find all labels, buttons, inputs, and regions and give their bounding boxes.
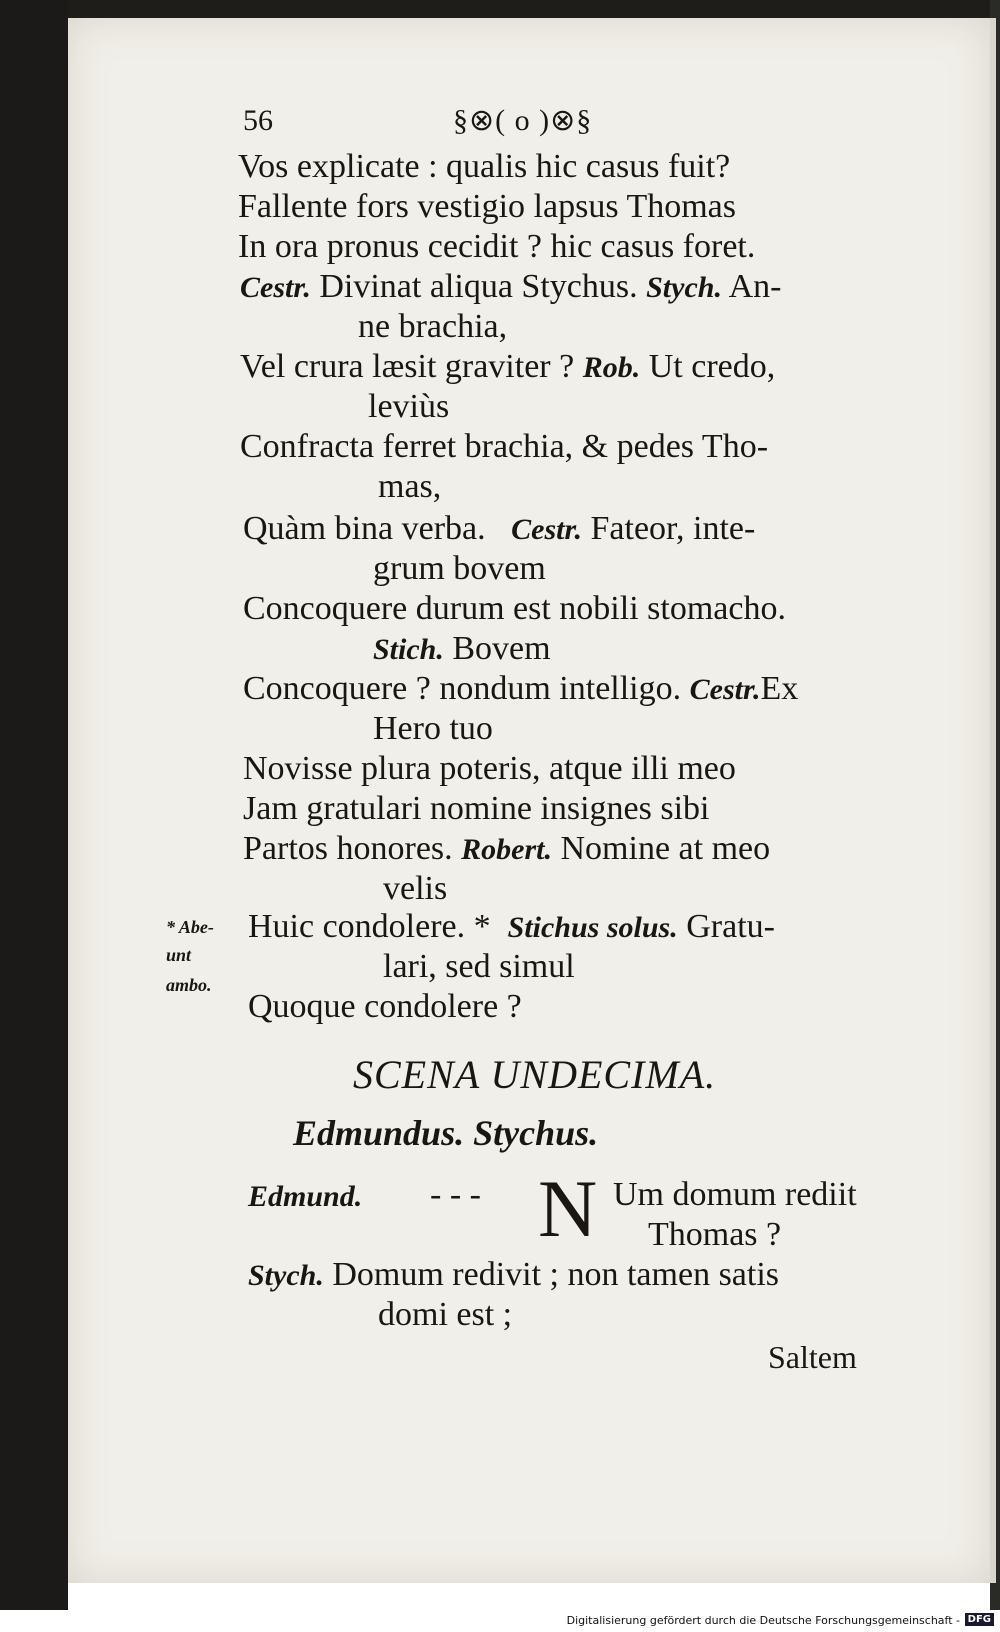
text-line <box>240 268 781 307</box>
speaker-label: Stych. <box>646 271 722 304</box>
line-text: Domum redivit ; non tamen satis <box>332 1256 780 1293</box>
line-text: Huic condolere. * <box>248 908 491 945</box>
text-line <box>248 908 775 947</box>
speaker-label: Robert. <box>461 833 552 866</box>
text-line <box>243 510 755 549</box>
dfg-logo: DFG <box>965 1613 994 1626</box>
text-line: Fallente fors vestigio lapsus Thomas <box>238 188 736 225</box>
text-line <box>243 670 798 709</box>
margin-note-line: ambo. <box>166 975 212 995</box>
speaker-label: Cestr. <box>511 513 582 546</box>
catchword: Saltem <box>768 1339 857 1375</box>
text-line: lari, sed simul <box>383 948 575 985</box>
line-text: Divinat aliqua Stychus. <box>319 268 638 305</box>
text-line <box>248 1256 779 1295</box>
line-text: Concoquere ? nondum intelligo. <box>243 670 682 707</box>
text-line: Hero tuo <box>373 710 493 747</box>
text-line <box>373 630 551 669</box>
line-text: Quàm bina verba. <box>243 510 486 547</box>
line-text: Ut credo, <box>648 348 776 385</box>
text-line: In ora pronus cecidit ? hic casus foret. <box>238 228 756 265</box>
speaker-label: Edmund. <box>248 1180 363 1213</box>
header-ornament: §⊗( o )⊗§ <box>453 104 593 137</box>
speaker-label: Rob. <box>582 351 641 384</box>
line-text: Ex <box>760 670 799 707</box>
text-line: Concoquere durum est nobili stomacho. <box>243 590 786 627</box>
text-line: Jam gratulari nomine insignes sibi <box>243 790 710 827</box>
speaker-label: Stych. <box>248 1259 324 1292</box>
text-line: leviùs <box>368 388 450 425</box>
dashes: - - - <box>430 1176 481 1213</box>
line-text: Fateor, inte- <box>590 510 756 547</box>
line-text: Vel crura læsit graviter ? <box>240 348 575 385</box>
line-text: An- <box>728 268 782 305</box>
scene-title: SCENA UNDECIMA. <box>353 1052 717 1097</box>
footer-bar <box>0 1610 1000 1632</box>
text-line: Novisse plura poteris, atque illi meo <box>243 750 736 787</box>
text-line: Quoque condolere ? <box>248 988 522 1025</box>
text-line: grum bovem <box>373 550 546 587</box>
text-line <box>240 348 775 387</box>
text-line <box>243 830 770 869</box>
book-page <box>68 18 996 1583</box>
line-text: Nomine at meo <box>560 830 771 867</box>
line-text: Partos honores. <box>243 830 453 867</box>
speaker-label: Stichus solus. <box>507 911 678 944</box>
margin-note-line: * Abe- <box>166 917 214 937</box>
scene-persons: Edmundus. Stychus. <box>293 1113 599 1153</box>
scan-background-left <box>0 0 68 1610</box>
speaker-label: Stich. <box>373 633 444 666</box>
scan-background-top <box>0 0 1000 18</box>
text-line: Thomas ? <box>648 1216 782 1253</box>
line-text: Bovem <box>452 630 551 667</box>
text-line: ne brachia, <box>358 308 508 345</box>
line-text: Gratu- <box>686 908 775 945</box>
text-line: Um domum rediit <box>613 1176 857 1213</box>
text-line: velis <box>383 870 448 907</box>
page-number: 56 <box>243 104 273 137</box>
speaker-label: Cestr. <box>689 673 761 706</box>
margin-note-line: unt <box>166 945 192 965</box>
speaker-label: Cestr. <box>240 271 311 304</box>
text-line: Confracta ferret brachia, & pedes Tho- <box>240 428 769 465</box>
text-line: mas, <box>378 468 442 505</box>
funding-notice: Digitalisierung gefördert durch die Deutsche Forschungsgemeinschaft - <box>566 1614 960 1627</box>
text-line: domi est ; <box>378 1296 513 1333</box>
drop-capital: N <box>538 1163 598 1254</box>
text-line: Vos explicate : qualis hic casus fuit? <box>238 148 731 185</box>
